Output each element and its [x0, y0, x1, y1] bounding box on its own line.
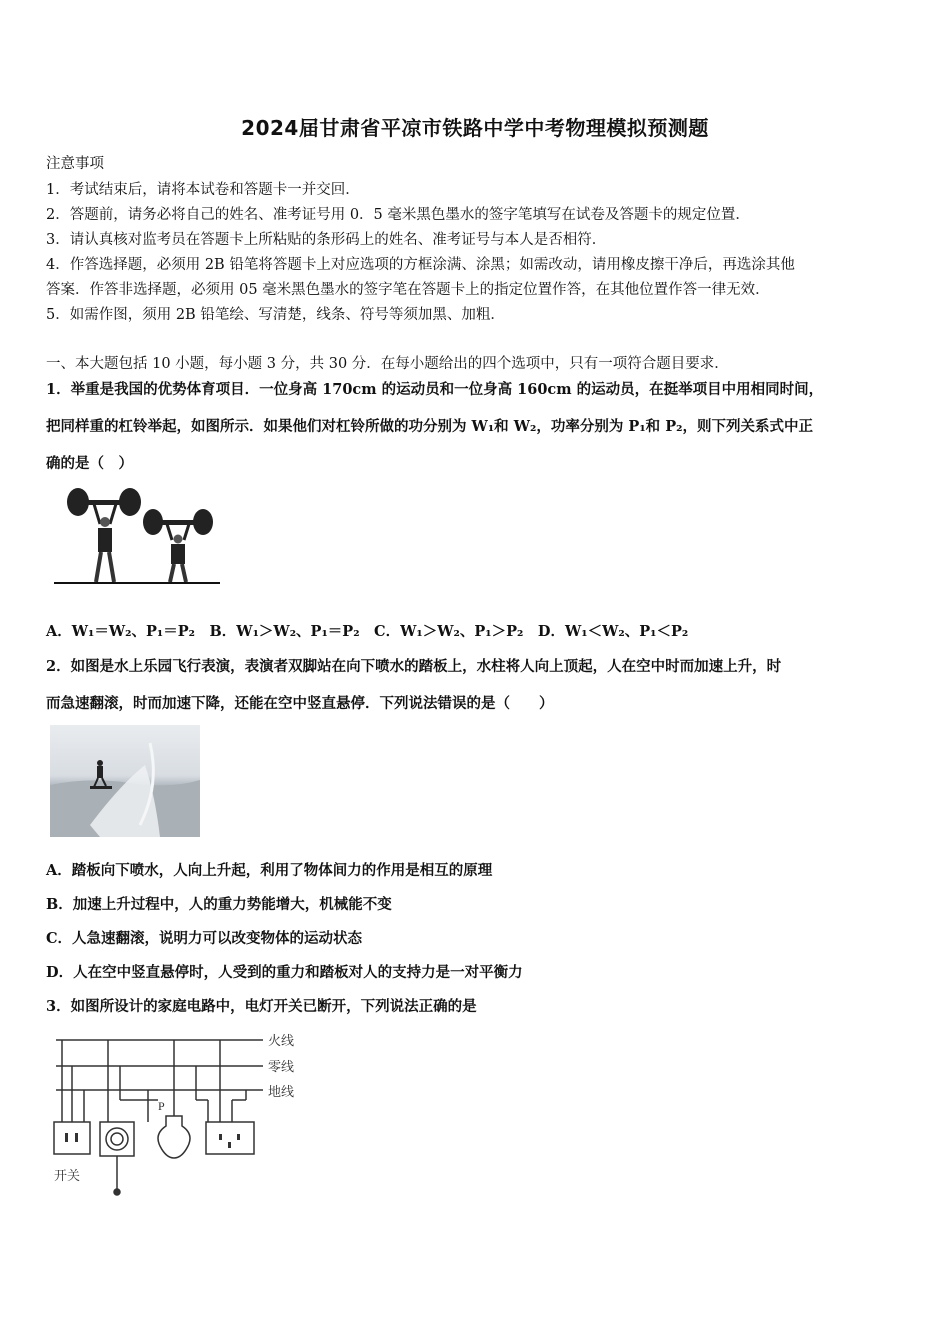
socket-left: [54, 1122, 90, 1154]
notice-item: 4．作答选择题，必须用 2B 铅笔将答题卡上对应选项的方框涂满、涂黑；如需改动，请用橡皮擦干净后，再选涂其他: [46, 257, 795, 273]
notice-item: 2．答题前，请务必将自己的姓名、准考证号用 0．5 毫米黑色墨水的签字笔填写在试卷及答题卡的规定位置．: [46, 207, 750, 223]
q2-line: 而急速翻滚，时而加速下降，还能在空中竖直悬停．下列说法错误的是（ ）: [46, 695, 554, 712]
q2-option: A．踏板向下喷水，人向上升起，利用了物体间力的作用是相互的原理: [46, 862, 493, 879]
socket-right: [206, 1122, 254, 1154]
notice-item: 1．考试结束后，请将本试卷和答题卡一并交回．: [46, 182, 360, 198]
label-p: P: [158, 1099, 165, 1113]
label-switch: 开关: [54, 1168, 81, 1183]
notice-item: 5．如需作图，须用 2B 铅笔绘、写清楚，线条、符号等须加黑、加粗．: [46, 307, 505, 323]
q1-options: A．W₁＝W₂、P₁＝P₂ B．W₁＞W₂、P₁＝P₂ C．W₁＞W₂、P₁＞P₂ D．W₁＜W₂、P₁＜P₂: [46, 623, 689, 640]
bulb: [158, 1116, 190, 1158]
q1-line: 把同样重的杠铃举起，如图所示．如果他们对杠铃所做的功分别为 W₁和 W₂，功率分别为 P₁和 P₂，则下列关系式中正: [46, 418, 813, 435]
notice-heading: 注意事项: [46, 156, 104, 172]
weightlifters-figure: [50, 484, 225, 589]
q3-line: 3．如图所设计的家庭电路中，电灯开关已断开，下列说法正确的是: [46, 998, 477, 1015]
q2-option: D．人在空中竖直悬停时，人受到的重力和踏板对人的支持力是一对平衡力: [46, 964, 523, 981]
label-ground: 地线: [268, 1084, 295, 1099]
label-neutral: 零线: [268, 1059, 295, 1074]
circuit-diagram: [48, 1030, 308, 1202]
notice-item: 答案．作答非选择题，必须用 05 毫米黑色墨水的签字笔在答题卡上的指定位置作答，在其他位置作答一律无效．: [46, 282, 770, 298]
q2-option: B．加速上升过程中，人的重力势能增大，机械能不变: [46, 896, 392, 913]
switch-box: [100, 1122, 134, 1156]
q2-line: 2．如图是水上乐园飞行表演，表演者双脚站在向下喷水的踏板上，水柱将人向上顶起，人在空中时而加速上升，时: [46, 658, 782, 675]
lifter-tall: [67, 488, 141, 582]
label-live: 火线: [268, 1033, 295, 1048]
flyboard-photo: [50, 725, 200, 837]
q1-line: 1．举重是我国的优势体育项目．一位身高 170cm 的运动员和一位身高 160cm 的运动员，在挺举项目中用相同时间，: [46, 381, 824, 398]
section-heading: 一、本大题包括 10 小题，每小题 3 分，共 30 分．在每小题给出的四个选项中，只有一项符合题目要求．: [46, 356, 729, 372]
q1-line: 确的是（ ）: [46, 455, 133, 472]
lifter-short: [143, 509, 213, 582]
page-title: 2024届甘肃省平凉市铁路中学中考物理模拟预测题: [241, 116, 709, 140]
notice-item: 3．请认真核对监考员在答题卡上所粘贴的条形码上的姓名、准考证号与本人是否相符．: [46, 232, 607, 248]
q2-option: C．人急速翻滚，说明力可以改变物体的运动状态: [46, 930, 363, 947]
